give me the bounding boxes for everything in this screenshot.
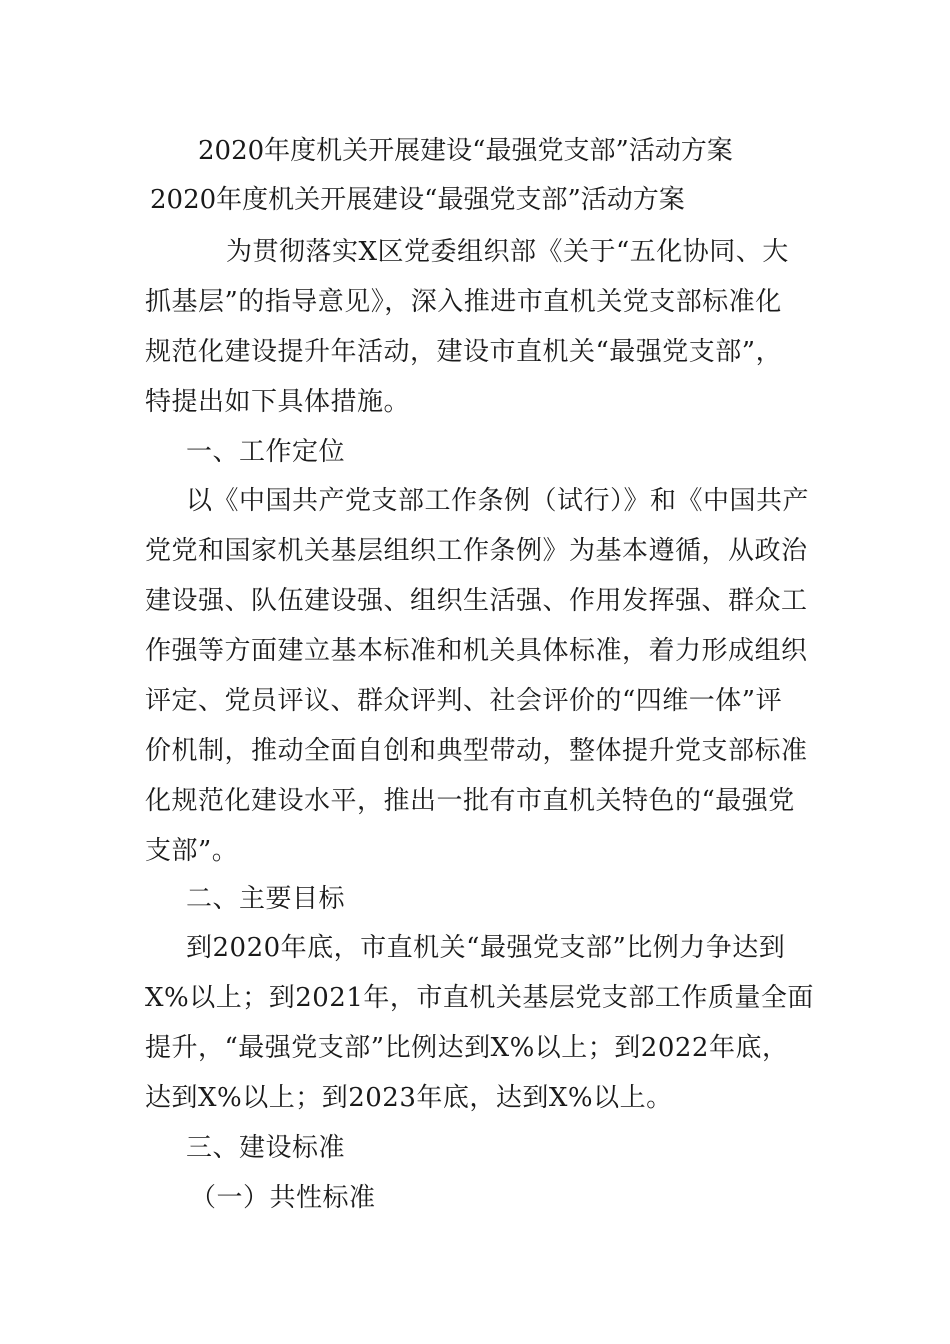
intro-paragraph-line: 抓基层”的指导意见》，深入推进市直机关党支部标准化 — [145, 287, 782, 317]
section1-paragraph-line: 化规范化建设水平，推出一批有市直机关特色的“最强党 — [145, 786, 795, 816]
document-title: 2020年度机关开展建设“最强党支部”活动方案 — [198, 136, 733, 166]
intro-paragraph-line: 为贯彻落实X区党委组织部《关于“五化协同、大 — [226, 237, 789, 267]
section2-paragraph-line: X%以上；到2021年，市直机关基层党支部工作质量全面 — [145, 983, 814, 1013]
section1-paragraph-line: 支部”。 — [145, 836, 239, 866]
intro-paragraph-line: 特提出如下具体措施。 — [145, 387, 411, 417]
section1-paragraph-line: 价机制，推动全面自创和典型带动，整体提升党支部标准 — [145, 736, 808, 766]
section1-paragraph-line: 党党和国家机关基层组织工作条例》为基本遵循，从政治 — [145, 536, 808, 566]
document-title-repeat: 2020年度机关开展建设“最强党支部”活动方案 — [150, 185, 685, 215]
section1-paragraph-line: 评定、党员评议、群众评判、社会评价的“四维一体”评 — [145, 686, 783, 716]
section-heading-positioning: 一、工作定位 — [186, 437, 346, 467]
section1-paragraph-line: 作强等方面建立基本标准和机关具体标准，着力形成组织 — [145, 636, 808, 666]
intro-paragraph-line: 规范化建设提升年活动，建设市直机关“最强党支部”， — [145, 337, 783, 367]
section1-paragraph-line: 以《中国共产党支部工作条例（试行）》和《中国共产 — [186, 486, 810, 516]
section2-paragraph-line: 到2020年底，市直机关“最强党支部”比例力争达到 — [186, 933, 786, 963]
section-heading-standards: 三、建设标准 — [186, 1133, 346, 1163]
section1-paragraph-line: 建设强、队伍建设强、组织生活强、作用发挥强、群众工 — [145, 586, 808, 616]
section2-paragraph-line: 提升，“最强党支部”比例达到X%以上；到2022年底， — [145, 1033, 789, 1063]
section-heading-goals: 二、主要目标 — [186, 884, 346, 914]
subsection-heading-common-standards: （一）共性标准 — [190, 1183, 376, 1213]
section2-paragraph-line: 达到X%以上；到2023年底，达到X%以上。 — [145, 1083, 673, 1113]
